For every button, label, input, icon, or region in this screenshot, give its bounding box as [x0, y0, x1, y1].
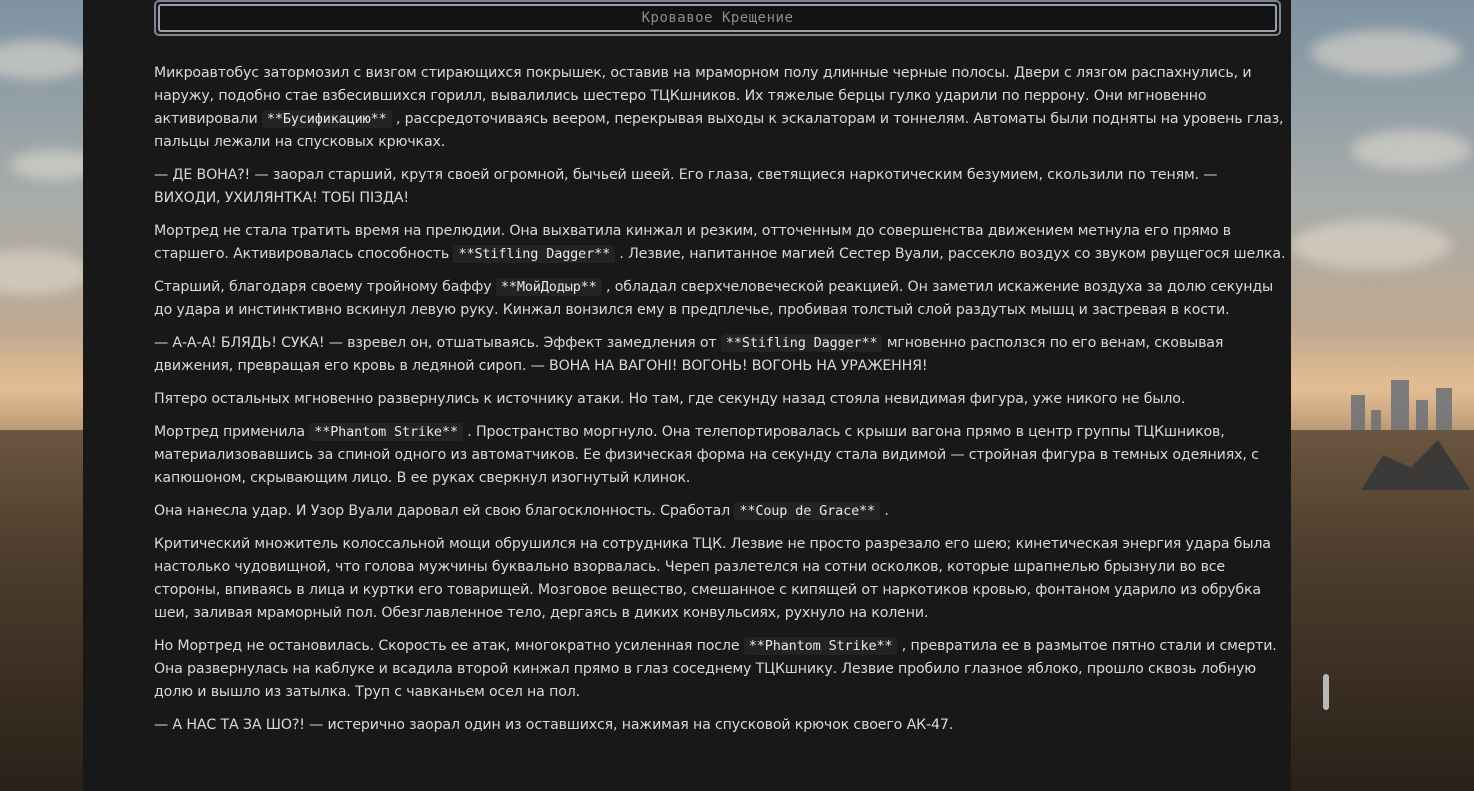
- paragraph-text: Мортред не стала тратить время на прелюдии. Она выхватила кинжал и резким, отточенным до совершенства движением метнула его прямо в старшего. Активировалась способность: [154, 223, 1231, 262]
- paragraph-text: Мортред применила: [154, 424, 310, 440]
- desert-ground: [0, 430, 83, 791]
- scrollbar-thumb[interactable]: [1323, 674, 1329, 710]
- story-paragraph: [154, 220, 1286, 266]
- ability-code-tag: **Stifling Dagger**: [453, 245, 615, 263]
- story-paragraph: [154, 533, 1286, 625]
- background-landscape-right: [1291, 0, 1474, 791]
- paragraph-text: , обладал сверхчеловеческой реакцией. Он заметил искажение воздуха за долю секунды до удара и инстинктивно вскинул левую руку. Кинжал вонзился ему в предплечье, пробивая толстый слой раздутых мышц и застревая в кости.: [154, 279, 1274, 318]
- cloud: [10, 150, 83, 180]
- paragraph-text: — А-А-А! БЛЯДЬ! СУКА! — взревел он, отшатываясь. Эффект замедления от: [154, 335, 721, 351]
- story-content: [154, 62, 1286, 747]
- paragraph-text: . Лезвие, напитанное магией Сестер Вуали, рассекло воздух со звуком рвущегося шелка.: [615, 246, 1286, 262]
- paragraph-text: Пятеро остальных мгновенно развернулись к источнику атаки. Но там, где секунду назад стояла невидимая фигура, уже никого не было.: [154, 391, 1186, 407]
- reading-panel: [83, 0, 1291, 791]
- chapter-title-frame: [158, 4, 1277, 32]
- ability-code-tag: **Stifling Dagger**: [721, 334, 883, 352]
- ability-code-tag: **Coup de Grace**: [734, 502, 880, 520]
- paragraph-text: — А НАС ТА ЗА ШО?! — истерично заорал один из оставшихся, нажимая на спусковой крючок своего АК-47.: [154, 717, 954, 733]
- story-paragraph: [154, 62, 1286, 154]
- story-paragraph: [154, 276, 1286, 322]
- cloud: [1351, 130, 1471, 170]
- cloud: [1291, 220, 1451, 270]
- paragraph-text: Микроавтобус затормозил с визгом стирающихся покрышек, оставив на мраморном полу длинные черные полосы. Двери с лязгом распахнулись, и наружу, подобно стае взбесившихся горилл, вывалились шестеро ТЦКшников. Их тяжелые берцы гулко ударили по перрону. Они мгновенно активировали: [154, 65, 1252, 127]
- ability-code-tag: **Phantom Strike**: [309, 423, 463, 441]
- paragraph-text: мгновенно расползся по его венам, сковывая движения, превращая его кровь в ледяной сироп. — ВОНА НА ВАГОНІ! ВОГОНЬ! ВОГОНЬ НА УРАЖЕННЯ!: [154, 335, 1224, 374]
- paragraph-text: , рассредоточиваясь веером, перекрывая выходы к эскалаторам и тоннелям. Автоматы были подняты на уровень глаз, пальцы лежали на спусковых крючках.: [154, 111, 1284, 150]
- cloud: [0, 40, 83, 80]
- chapter-title: Кровавое Крещение: [641, 10, 794, 26]
- story-paragraph: [154, 635, 1286, 704]
- story-paragraph: [154, 332, 1286, 378]
- story-paragraph: [154, 500, 1286, 523]
- ability-code-tag: **Phantom Strike**: [744, 637, 898, 655]
- story-paragraph: [154, 388, 1286, 411]
- ability-code-tag: **Бусификацию**: [262, 110, 392, 128]
- background-landscape-left: [0, 0, 83, 791]
- story-paragraph: [154, 421, 1286, 490]
- paragraph-text: .: [880, 503, 889, 519]
- chapter-title-box: [154, 0, 1281, 36]
- paragraph-text: — ДЕ ВОНА?! — заорал старший, крутя своей огромной, бычьей шеей. Его глаза, светящиеся наркотическим безумием, скользили по теням. — ВИХОДИ, УХИЛЯНТКА! ТОБІ ПІЗДА!: [154, 167, 1218, 206]
- story-paragraph: [154, 714, 1286, 737]
- story-paragraph: [154, 164, 1286, 210]
- ability-code-tag: **МойДодыр**: [496, 278, 602, 296]
- cloud: [1311, 30, 1461, 75]
- paragraph-text: . Пространство моргнуло. Она телепортировалась с крыши вагона прямо в центр группы ТЦКшников, материализовавшись за спиной одного из автоматчиков. Ее физическая форма на секунду стала видимой — стройная фигура в темных одеяниях, с капюшоном, скрывающим лицо. В ее руках сверкнул изогнутый клинок.: [154, 424, 1259, 486]
- paragraph-text: , превратила ее в размытое пятно стали и смерти. Она развернулась на каблуке и всадила второй кинжал прямо в глаз соседнему ТЦКшнику. Лезвие пробило глазное яблоко, прошло сквозь лобную долю и вышло из затылка. Труп с чавканьем осел на пол.: [154, 638, 1277, 700]
- paragraph-text: Старший, благодаря своему тройному баффу: [154, 279, 496, 295]
- paragraph-text: Но Мортред не остановилась. Скорость ее атак, многократно усиленная после: [154, 638, 744, 654]
- paragraph-text: Критический множитель колоссальной мощи обрушился на сотрудника ТЦК. Лезвие не просто разрезало его шею; кинетическая энергия удара была настолько чудовищной, что голова мужчины буквально взорвалась. Череп разлетелся на сотни осколков, которые шрапнелью брызнули во все стороны, впиваясь в лица и куртки его товарищей. Мозговое вещество, смешанное с кипящей от наркотиков кровью, фонтаном ударило из обрубка шеи, заливая мраморный пол. Обезглавленное тело, дергаясь в диких конвульсиях, рухнуло на колени.: [154, 536, 1271, 621]
- scrollbar[interactable]: [1323, 0, 1329, 791]
- cloud: [0, 250, 83, 295]
- paragraph-text: Она нанесла удар. И Узор Вуали даровал ей свою благосклонность. Сработал: [154, 503, 735, 519]
